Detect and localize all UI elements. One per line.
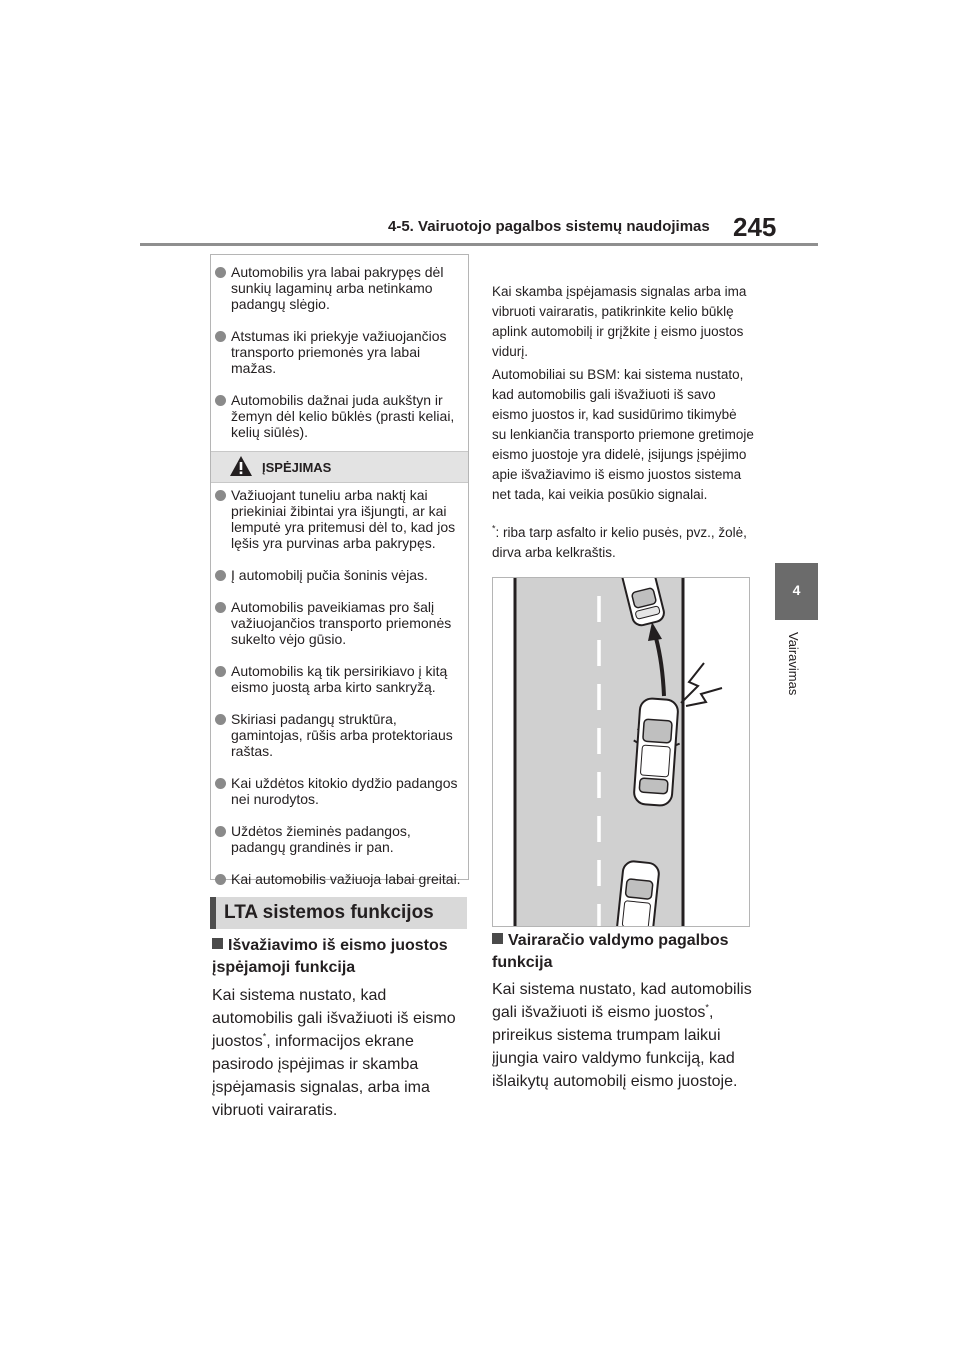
lane-departure-illustration — [492, 577, 750, 927]
square-bullet-icon — [212, 938, 223, 949]
section-heading — [210, 897, 467, 929]
paragraph — [492, 978, 754, 1093]
footnote-mark: * — [262, 1031, 267, 1042]
section-title: 4-5. Vairuotojo pagalbos sistemų naudojimas — [388, 218, 710, 235]
chapter-number: 4 — [792, 582, 801, 598]
warning-header — [211, 451, 468, 483]
list-item: Važiuojant tuneliu arba naktį kai priekiniai žibintai yra išjungti, ar kai lemputė yra pritemusi dėl to, kad jos lęšis yra purvinas arba pakrypęs. — [214, 487, 462, 551]
list-item: Atstumas iki priekyje važiuojančios transporto priemonės yra labai mažas. — [214, 328, 462, 376]
page-number: 245 — [733, 212, 777, 242]
paragraph-text: Kai sistema nustato, kad automobilis gali išvažiuoti iš eismo juostos — [492, 981, 752, 1021]
paragraph — [212, 984, 467, 1122]
list-item: Uždėtos žieminės padangos, padangų grandinės ir pan. — [214, 823, 462, 855]
paragraph-text: , informacijos ekrane pasirodo įspėjimas ir skamba įspėjamasis signalas, arba ima vibruoti vairaratis. — [212, 1033, 430, 1119]
chapter-tab — [775, 563, 818, 620]
paragraph-text: Kai sistema nustato, kad automobilis gali išvažiuoti iš eismo juostos — [212, 987, 456, 1050]
subsection-title-text: Vairaračio valdymo pagalbos funkcija — [492, 932, 729, 971]
list-item: Automobilis dažnai juda aukštyn ir žemyn dėl kelio būklės (prasti keliai, kelių siūlės). — [214, 392, 462, 440]
header-divider — [140, 243, 818, 246]
footnote-text: : riba tarp asfalto ir kelio pusės, pvz., žolė, dirva arba kelkraštis. — [492, 525, 747, 560]
warning-icon — [229, 455, 253, 477]
footnote — [492, 523, 754, 563]
warning-zigzag-icon — [686, 688, 722, 706]
footnote-mark: * — [492, 523, 496, 534]
illustration-svg — [493, 578, 749, 926]
list-item: Automobilis ką tik persirikiavo į kitą eismo juostą arba kirto sankryžą. — [214, 663, 462, 695]
list-item: Kai automobilis važiuoja labai greitai. — [214, 871, 462, 887]
chapter-label: Vairavimas — [786, 632, 801, 696]
paragraph-text: , prireikus sistema trumpam laikui įjungia vairo valdymo funkciją, kad išlaikytų automobilį eismo juostoje. — [492, 1004, 738, 1090]
paragraph: Kai skamba įspėjamasis signalas arba ima vibruoti vairaratis, patikrinkite kelio būklę aplink automobilį ir grįžkite į eismo juostos vidurį. — [492, 284, 747, 359]
conditions-box — [210, 254, 469, 887]
footnote-mark: * — [705, 1002, 709, 1013]
section-heading-text: LTA sistemos funkcijos — [224, 902, 434, 923]
car-icon — [616, 860, 660, 926]
subsection-title — [492, 930, 754, 974]
paragraph: Automobiliai su BSM: kai sistema nustato, kad automobilis gali išvažiuoti iš savo eismo juostos ir, kad susidūrimo tikimybė su lenkiančia transporto priemone gretimoje eismo juostoje yra didelė, įsijungs įspėjimo apie išvažiavimo iš eismo juostos sistema net tada, kai veikia posūkio signalai. — [492, 367, 754, 502]
list-item: Kai uždėtos kitokio dydžio padangos nei nurodytos. — [214, 775, 462, 807]
subsection-title — [212, 935, 467, 979]
list-item: Automobilis yra labai pakrypęs dėl sunkių lagaminų arba netinkamo padangų slėgio. — [214, 264, 462, 312]
chapter-label-container — [784, 632, 808, 712]
list-item: Automobilis paveikiamas pro šalį važiuojančios transporto priemonės sukelto vėjo gūsio. — [214, 599, 462, 647]
subsection-title-text: Išvažiavimo iš eismo juostos įspėjamoji funkcija — [212, 937, 448, 976]
list-item: Skiriasi padangų struktūra, gamintojas, rūšis arba protektoriaus raštas. — [214, 711, 462, 759]
warning-title: ĮSPĖJIMAS — [262, 460, 332, 475]
list-item: Į automobilį pučia šoninis vėjas. — [214, 567, 462, 583]
square-bullet-icon — [492, 933, 503, 944]
